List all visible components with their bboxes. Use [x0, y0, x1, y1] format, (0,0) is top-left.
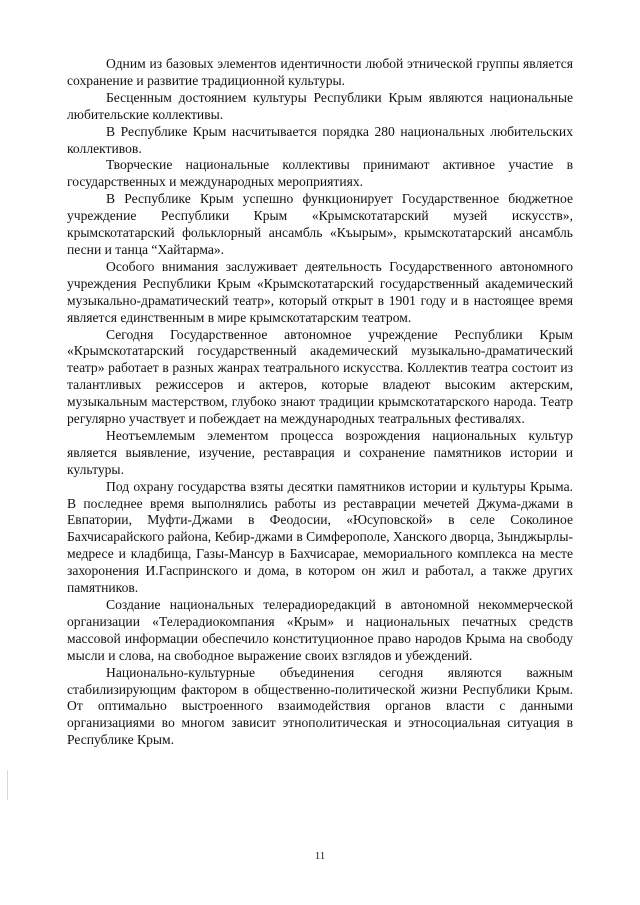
paragraph-theatre-today: Сегодня Государственное автономное учреждение Республики Крым «Крымскотатарский государственный академический музыкально-драматический театр» работает в разных жанрах театрального искусства. Коллектив театра состоит из талантливых режиссеров и актеров, которые владеют высоким актерским, музыкальным мастерством, глубоко знают традиции крымскотатарского народа. Театр регулярно участвует и побеждает на международных театральных фестивалях. [67, 326, 573, 427]
paragraph-identity: Одним из базовых элементов идентичности любой этнической группы является сохранение и развитие традиционной культуры. [67, 56, 573, 88]
paragraph-museum: В Республике Крым успешно функционирует Государственное бюджетное учреждение Республики Крым «Крымскотатарский музей искусств», крымскотатарский фольклорный ансамбль «Къырым», крымскотатарский ансамбль песни и танца “Хайтарма». [67, 191, 573, 257]
paragraph-monuments-intro: Неотъемлемым элементом процесса возрождения национальных культур является выявление, изучение, реставрация и сохранение памятников истории и культуры. [67, 427, 573, 477]
page-number: 11 [314, 850, 326, 862]
paragraph-monuments-list: Под охрану государства взяты десятки памятников истории и культуры Крыма. В последнее время выполнялись работы из реставрации мечетей Джума-джами в Евпатории, Муфти-Джами в Феодосии, «Юсуповской» в селе Соколиное Бахчисарайского района, Кебир-джами в Симферополе, Ханского дворца, Зынджырлы-медресе и кладбища, Газы-Мансур в Бахчисарае, мемориального комплекса на месте захоронения И.Гаспринского и дома, в котором он жил и работал, а также других памятников. [67, 478, 573, 596]
document-body [67, 56, 573, 749]
paragraph-theatre-intro: Особого внимания заслуживает деятельность Государственного автономного учреждения Республики Крым «Крымскотатарский государственный академический музыкально-драматический театр», который открыт в 1901 году и в настоящее время является единственным в мире крымскотатарским театром. [67, 258, 573, 325]
paragraph-collectives-count: В Республике Крым насчитывается порядка 280 национальных любительских коллективов. [67, 123, 573, 156]
paragraph-associations: Национально-культурные объединения сегодня являются важным стабилизирующим фактором в общественно-политической жизни Республики Крым. От оптимально выстроенного взаимодействия органов власти с данными организациями во многом зависит этнополитическая и этносоциальная ситуация в Республике Крым. [67, 664, 573, 748]
paragraph-heritage: Бесценным достоянием культуры Республики Крым являются национальные любительские коллективы. [67, 89, 573, 122]
scan-margin-mark [7, 770, 8, 800]
paragraph-media: Создание национальных телерадиоредакций в автономной некоммерческой организации «Телерадиокомпания «Крым» и национальных печатных средств массовой информации обеспечило конституционное право народов Крыма на свободу мысли и слова, на свободное выражение своих взглядов и убеждений. [67, 597, 573, 663]
paragraph-events: Творческие национальные коллективы принимают активное участие в государственных и международных мероприятиях. [67, 157, 573, 190]
